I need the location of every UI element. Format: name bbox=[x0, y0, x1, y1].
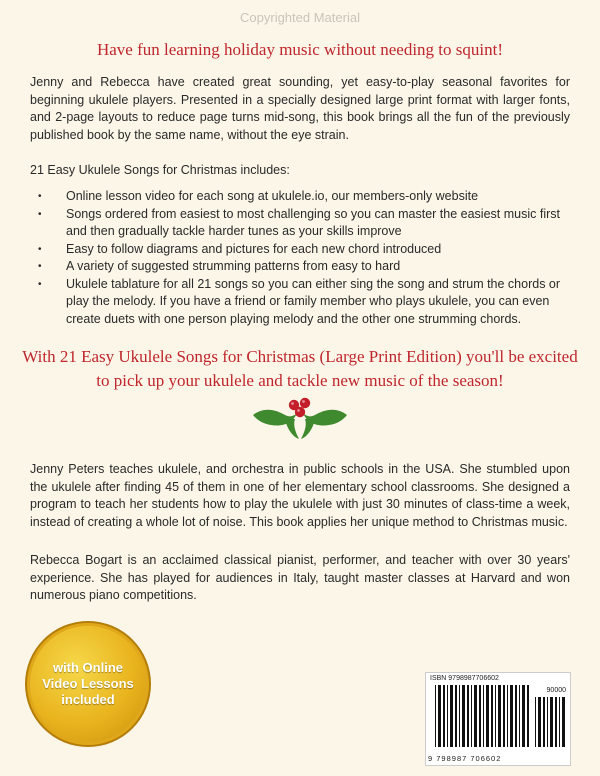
barcode-bar bbox=[503, 685, 505, 747]
barcode-bar bbox=[443, 685, 445, 747]
barcode-addon-icon bbox=[534, 697, 566, 747]
barcode-bar bbox=[535, 697, 536, 747]
barcode-box bbox=[425, 672, 571, 766]
bio-jenny: Jenny Peters teaches ukulele, and orchestra in public schools in the USA. She stumbled upon the ukulele after finding 45 of them in one of her elementary school classrooms. She designed a program to teach her students how to play the ukulele with just 30 minutes of class-time a week, instead of creating a whole lot of noise. This book applies her unique method to Christmas music. bbox=[30, 462, 570, 529]
barcode-bar bbox=[555, 697, 557, 747]
barcode-bar bbox=[547, 697, 548, 747]
barcode-bar bbox=[467, 685, 469, 747]
barcode-bar bbox=[515, 685, 517, 747]
bio-rebecca: Rebecca Bogart is an acclaimed classical pianist, performer, and teacher with over 30 years' experience. She has played for audiences in Italy, taught master classes at Harvard and won numerous piano competitions. bbox=[30, 553, 570, 602]
list-item: • Ukulele tablature for all 21 songs so you can either sing the song and strum the chords or play the melody. If you have a friend or family member who plays ukulele, you can even create duets with one person playing melody and the other one strumming chords. bbox=[30, 276, 570, 329]
headline-top: Have fun learning holiday music without needing to squint! bbox=[96, 40, 504, 59]
badge-line: with Online bbox=[52, 660, 124, 675]
badge-line: included bbox=[61, 692, 115, 707]
list-item: • Songs ordered from easiest to most challenging so you can master the easiest music first and then gradually tackle harder tunes as your skills improve bbox=[30, 206, 570, 241]
barcode-bar bbox=[486, 685, 489, 747]
list-item: • A variety of suggested strumming patterns from easy to hard bbox=[30, 258, 570, 276]
barcode-bar bbox=[538, 697, 541, 747]
barcode-bar bbox=[522, 685, 525, 747]
barcode-bar bbox=[559, 697, 560, 747]
holly-icon bbox=[249, 393, 351, 441]
barcode-bar bbox=[435, 685, 436, 747]
barcode-bar bbox=[459, 685, 460, 747]
list-item: • Online lesson video for each song at ukulele.io, our members-only website bbox=[30, 188, 570, 206]
feature-list bbox=[30, 188, 570, 328]
video-lessons-badge bbox=[30, 626, 146, 742]
copyright-watermark: Copyrighted Material bbox=[240, 10, 360, 25]
barcode-bar bbox=[455, 685, 457, 747]
badge-line: Video Lessons bbox=[42, 676, 134, 691]
barcode-bar bbox=[491, 685, 493, 747]
barcode-bar bbox=[519, 685, 520, 747]
barcode-bar bbox=[498, 685, 501, 747]
barcode-bar bbox=[543, 697, 545, 747]
barcode-bar bbox=[462, 685, 465, 747]
price-code: 90000 bbox=[546, 687, 566, 694]
badge-text bbox=[42, 660, 134, 708]
isbn-label: ISBN 9798987706602 bbox=[430, 675, 499, 682]
barcode-bar bbox=[471, 685, 472, 747]
intro-paragraph: Jenny and Rebecca have created great sounding, yet easy-to-play seasonal favorites for beginning ukulele players. Presented in a specially designed large print format with larger fonts, and 2-page layouts to reduce page turns mid-song, this book brings all the fun of the previously published book by the same name, without the eye strain. bbox=[30, 75, 570, 142]
barcode-bar bbox=[495, 685, 496, 747]
barcode-bar bbox=[507, 685, 508, 747]
barcode-bar bbox=[483, 685, 484, 747]
barcode-bar bbox=[562, 697, 565, 747]
barcode-bar bbox=[447, 685, 448, 747]
ean-digits: 9 798987 706602 bbox=[428, 754, 502, 763]
barcode-bar bbox=[474, 685, 477, 747]
barcode-bar bbox=[510, 685, 513, 747]
barcode-bar bbox=[438, 685, 441, 747]
barcode-bar bbox=[450, 685, 453, 747]
headline-mid: With 21 Easy Ukulele Songs for Christmas (Large Print Edition) you'll be excited to pick up your ukulele and tackle new music of the season! bbox=[22, 347, 578, 390]
barcode-bar bbox=[527, 685, 529, 747]
barcode-bar bbox=[550, 697, 553, 747]
barcode-icon bbox=[434, 685, 530, 747]
list-item: • Easy to follow diagrams and pictures for each new chord introduced bbox=[30, 241, 570, 259]
barcode-bar bbox=[479, 685, 481, 747]
includes-intro: 21 Easy Ukulele Songs for Christmas includes: bbox=[30, 163, 290, 177]
